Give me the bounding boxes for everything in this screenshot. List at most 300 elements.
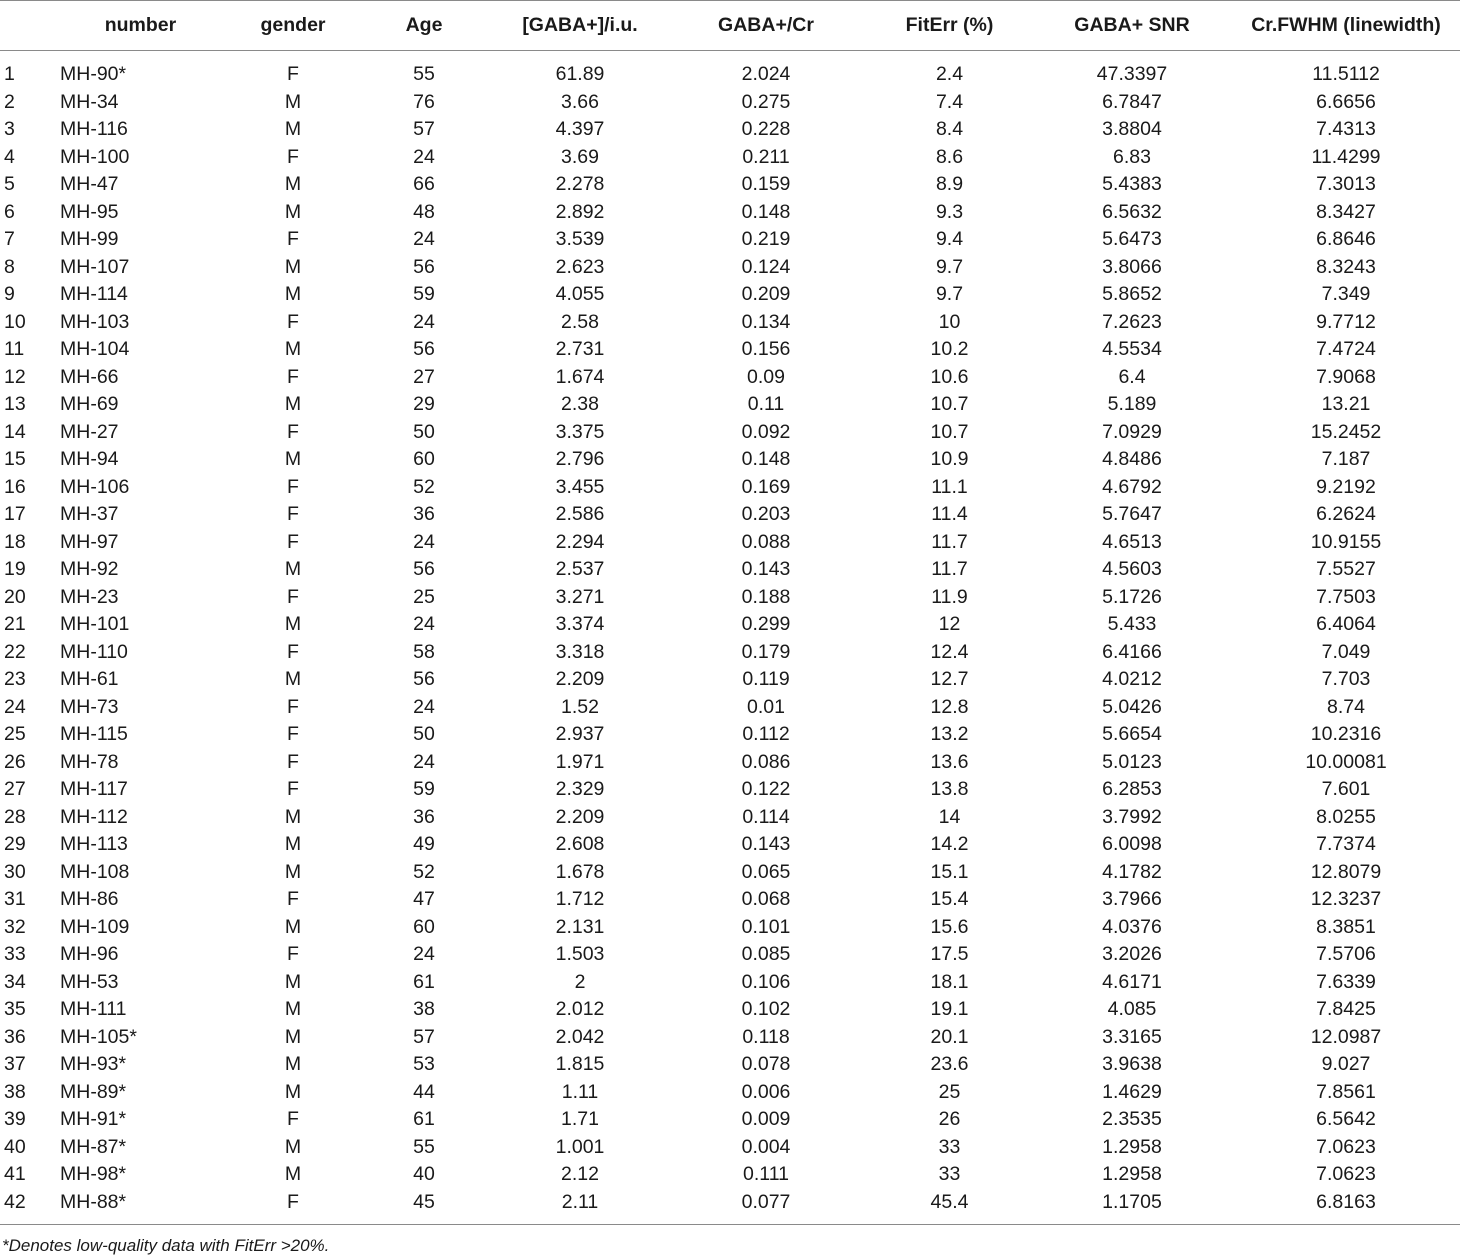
cell-gender: F	[233, 1189, 353, 1225]
cell-fiterr: 2.4	[935, 63, 964, 85]
cell-index: 10	[4, 310, 26, 333]
cell-number: MH-117	[60, 778, 128, 800]
cell-gaba-iu: 2.131	[555, 915, 605, 938]
cell-index: 42	[0, 1189, 48, 1225]
cell-gaba-iu: 2.796	[555, 448, 605, 470]
cell-gaba-cr: 0.106	[741, 970, 791, 993]
table-row	[0, 116, 1460, 144]
cell-cr-fwhm: 8.0255	[1316, 805, 1376, 828]
cell-gender: M	[284, 970, 302, 993]
cell-gender: M	[284, 1080, 302, 1103]
cell-gaba-iu: 3.318	[555, 640, 605, 663]
cell-gender: M	[284, 118, 302, 140]
cell-gaba-iu: 2.38	[561, 393, 599, 415]
cell-number: MH-97	[60, 530, 119, 553]
cell-index: 14	[4, 420, 26, 443]
cell-gaba-snr: 4.6792	[1102, 475, 1162, 498]
column-header-gender: gender	[233, 1, 353, 51]
cell-index: 29	[4, 833, 26, 855]
cell-gaba-cr: 0.006	[741, 1080, 791, 1103]
cell-number: MH-95	[60, 200, 119, 223]
cell-cr-fwhm: 7.5706	[1316, 943, 1376, 965]
cell-gender: M	[284, 1135, 302, 1158]
cell-gaba-cr: 0.009	[741, 1108, 791, 1130]
cell-gaba-snr: 6.0098	[1102, 833, 1162, 855]
cell-gaba-snr: 5.8652	[1102, 283, 1162, 305]
cell-cr-fwhm: 9.027	[1321, 1053, 1371, 1075]
cell-gaba-iu: 2.537	[555, 558, 605, 580]
cell-fiterr: 26	[938, 1108, 961, 1130]
cell-cr-fwhm: 7.601	[1321, 778, 1371, 800]
cell-gaba-cr: 0.188	[741, 585, 791, 608]
cell-age: 24	[413, 613, 435, 635]
cell-gaba-iu: 3.375	[555, 420, 605, 443]
table-row	[0, 144, 1460, 172]
cell-cr-fwhm: 7.9068	[1316, 365, 1376, 388]
cell-fiterr: 11.7	[931, 558, 968, 580]
cell-age: 48	[413, 200, 435, 223]
cell-gaba-iu: 1.712	[555, 888, 605, 910]
table-row	[0, 1051, 1460, 1079]
cell-age: 61	[413, 970, 435, 993]
cell-fiterr: 8.6	[935, 145, 964, 168]
cell-cr-fwhm: 10.9155	[1310, 530, 1382, 553]
cell-index: 24	[4, 695, 26, 718]
cell-age: 57	[413, 1025, 435, 1048]
cell-gaba-snr: 4.6513	[1102, 530, 1162, 553]
cell-cr-fwhm: 7.3013	[1316, 173, 1376, 195]
cell-gender: M	[284, 393, 302, 415]
cell-gender: M	[284, 668, 302, 690]
cell-gaba-snr: 5.6473	[1102, 228, 1162, 250]
cell-gaba-snr: 4.8486	[1102, 448, 1162, 470]
cell-age: 25	[413, 585, 435, 608]
cell-age: 24	[413, 310, 435, 333]
cell-fiterr: 9.7	[935, 283, 964, 305]
cell-gaba-cr: 0.086	[741, 750, 791, 773]
cell-number: MH-34	[60, 90, 119, 113]
cell-gaba-cr: 0.085	[741, 943, 791, 965]
cell-gaba-snr: 4.5534	[1102, 338, 1162, 360]
table-header	[0, 1, 1460, 51]
table-row	[0, 1024, 1460, 1052]
cell-number: MH-98*	[60, 1163, 127, 1185]
cell-gender: F	[287, 750, 299, 773]
cell-cr-fwhm: 7.5527	[1316, 558, 1376, 580]
cell-index: 26	[4, 750, 26, 773]
cell-gaba-snr: 5.189	[1107, 393, 1157, 415]
cell-gender: M	[284, 200, 302, 223]
cell-gender: M	[284, 998, 302, 1020]
cell-cr-fwhm: 11.5112	[1312, 63, 1380, 85]
cell-gaba-iu: 4.397	[555, 118, 605, 140]
table-row	[0, 1079, 1460, 1107]
column-header-number: number	[48, 1, 233, 51]
cell-index: 17	[4, 503, 26, 525]
cell-gaba-cr: 0.209	[741, 283, 791, 305]
cell-age: 55	[413, 1135, 435, 1158]
cell-gaba-iu: 2.209	[555, 805, 605, 828]
cell-gender: M	[284, 1163, 302, 1185]
table-row	[0, 1134, 1460, 1162]
cell-number: MH-73	[60, 695, 119, 718]
cell-age: 56	[413, 558, 435, 580]
cell-gaba-iu: 2.892	[555, 200, 605, 223]
cell-gaba-cr: 0.143	[741, 833, 791, 855]
cell-number: MH-66	[60, 365, 119, 388]
cell-age: 38	[413, 998, 435, 1020]
cell-fiterr: 25	[938, 1080, 961, 1103]
cell-gaba-iu: 2.608	[555, 833, 605, 855]
cell-index: 27	[4, 778, 26, 800]
cell-age: 24	[413, 228, 435, 250]
cell-gender: F	[287, 778, 299, 800]
cell-number: MH-90*	[60, 63, 127, 85]
cell-gender: F	[287, 503, 299, 525]
cell-index: 38	[4, 1080, 26, 1103]
cell-gender: F	[287, 475, 299, 498]
table-row	[0, 51, 1460, 89]
cell-fiterr: 23.6	[930, 1053, 969, 1075]
cell-gaba-cr: 0.088	[741, 530, 791, 553]
cell-age: 24	[413, 943, 435, 965]
cell-cr-fwhm: 8.3851	[1316, 915, 1376, 938]
cell-fiterr: 10.7	[930, 393, 969, 415]
cell-gaba-iu: 2.209	[555, 668, 605, 690]
table-row	[0, 969, 1460, 997]
cell-gaba-snr: 2.3535	[1102, 1108, 1162, 1130]
table-row	[0, 914, 1460, 942]
table-row	[0, 584, 1460, 612]
table-row	[0, 1189, 1460, 1225]
table-row	[0, 419, 1460, 447]
cell-gender: M	[284, 1025, 302, 1048]
cell-index: 2	[4, 90, 15, 113]
table-row	[0, 254, 1460, 282]
cell-gaba-cr: 0.092	[741, 420, 791, 443]
cell-gaba-iu: 61.89	[555, 63, 605, 85]
cell-gaba-snr: 5.433	[1107, 613, 1157, 635]
cell-gaba-snr: 6.5632	[1102, 200, 1162, 223]
column-header-age: Age	[353, 1, 495, 51]
cell-age: 36	[413, 503, 435, 525]
cell-gaba-snr: 6.4	[1118, 365, 1146, 388]
cell-gender: F	[287, 530, 299, 553]
cell-gaba-snr: 5.1726	[1102, 585, 1162, 608]
cell-index: 32	[4, 915, 26, 938]
cell-age: 60	[413, 915, 435, 938]
cell-gender: F	[287, 888, 299, 910]
cell-number: MH-87*	[60, 1135, 127, 1158]
cell-fiterr: 11.4	[931, 503, 968, 525]
cell-number: MH-110	[60, 640, 128, 663]
cell-number: MH-101	[60, 613, 130, 635]
cell-gender: M	[284, 915, 302, 938]
cell-gaba-cr: 0.01	[747, 695, 785, 718]
cell-gaba-cr: 0.148	[741, 448, 791, 470]
cell-gaba-iu: 2.012	[555, 998, 605, 1020]
cell-fiterr: 8.4	[935, 118, 964, 140]
cell-cr-fwhm: 7.8561	[1316, 1080, 1376, 1103]
cell-gaba-cr: 0.124	[741, 255, 791, 278]
cell-gender: M	[284, 860, 302, 883]
cell-gaba-snr: 5.0426	[1102, 695, 1162, 718]
cell-index: 9	[4, 283, 15, 305]
cell-gaba-snr: 5.7647	[1102, 503, 1162, 525]
cell-gaba-cr: 0.219	[741, 228, 791, 250]
cell-number: MH-113	[60, 833, 128, 855]
cell-cr-fwhm: 8.74	[1327, 695, 1365, 718]
cell-number: MH-78	[60, 750, 119, 773]
cell-index: 41	[4, 1163, 26, 1185]
cell-age: 56	[413, 338, 435, 360]
cell-cr-fwhm: 9.2192	[1316, 475, 1376, 498]
cell-gaba-snr: 1.2958	[1102, 1163, 1162, 1185]
cell-gaba-cr: 0.148	[741, 200, 791, 223]
cell-cr-fwhm: 6.6656	[1316, 90, 1376, 113]
cell-gaba-cr: 0.09	[747, 365, 785, 388]
cell-number: MH-92	[60, 558, 119, 580]
cell-number: MH-47	[60, 173, 119, 195]
cell-fiterr: 12.4	[930, 640, 969, 663]
cell-age: 44	[413, 1080, 435, 1103]
cell-gaba-snr: 6.4166	[1102, 640, 1162, 663]
cell-age: 59	[413, 283, 435, 305]
cell-fiterr: 18.1	[930, 970, 969, 993]
table-row	[0, 391, 1460, 419]
cell-gaba-cr: 0.299	[741, 613, 791, 635]
cell-gaba-iu: 3.271	[555, 585, 605, 608]
table-row	[0, 529, 1460, 557]
cell-index: 12	[4, 365, 26, 388]
cell-fiterr: 13.6	[930, 750, 969, 773]
cell-fiterr: 45.4	[867, 1189, 1032, 1225]
cell-index: 22	[4, 640, 26, 663]
cell-index: 6	[4, 200, 15, 223]
cell-gaba-snr: 3.8066	[1102, 255, 1162, 278]
cell-gaba-snr: 3.7966	[1102, 888, 1162, 910]
cell-age: 50	[413, 723, 435, 745]
cell-fiterr: 15.6	[930, 915, 969, 938]
cell-gaba-snr: 6.83	[1113, 145, 1151, 168]
cell-cr-fwhm: 6.5642	[1316, 1108, 1376, 1130]
cell-index: 8	[4, 255, 15, 278]
cell-cr-fwhm: 8.3427	[1316, 200, 1376, 223]
cell-index: 34	[4, 970, 26, 993]
table-row	[0, 941, 1460, 969]
table-row	[0, 501, 1460, 529]
cell-gender: M	[284, 833, 302, 855]
cell-number: MH-53	[60, 970, 119, 993]
cell-gender: M	[284, 338, 302, 360]
cell-number: MH-37	[60, 503, 119, 525]
cell-age: 61	[413, 1108, 435, 1130]
cell-fiterr: 19.1	[930, 998, 969, 1020]
cell-gaba-cr: 0.119	[742, 668, 790, 690]
cell-gaba-cr: 0.275	[741, 90, 791, 113]
cell-age: 59	[413, 778, 435, 800]
cell-cr-fwhm: 6.8646	[1316, 228, 1376, 250]
cell-gaba-iu: 4.055	[555, 283, 605, 305]
cell-index: 20	[4, 585, 26, 608]
cell-gaba-iu: 3.66	[561, 90, 599, 113]
cell-cr-fwhm: 6.8163	[1232, 1189, 1460, 1225]
cell-cr-fwhm: 12.3237	[1310, 888, 1382, 910]
cell-age: 56	[413, 255, 435, 278]
cell-cr-fwhm: 7.0623	[1316, 1135, 1376, 1158]
cell-age: 45	[353, 1189, 495, 1225]
cell-age: 24	[413, 695, 435, 718]
cell-number: MH-94	[60, 448, 119, 470]
cell-gender: F	[287, 63, 299, 85]
cell-fiterr: 9.7	[935, 255, 964, 278]
cell-gaba-iu: 3.69	[561, 145, 599, 168]
table-row	[0, 666, 1460, 694]
table-row	[0, 89, 1460, 117]
cell-gaba-iu: 2.329	[555, 778, 605, 800]
cell-index: 15	[4, 448, 26, 470]
cell-number: MH-105*	[60, 1025, 137, 1048]
cell-number: MH-23	[60, 585, 119, 608]
header-row	[0, 1, 1460, 51]
cell-gaba-iu: 3.374	[555, 613, 605, 635]
cell-gaba-iu: 2.937	[555, 723, 605, 745]
table-row	[0, 336, 1460, 364]
cell-gaba-snr: 6.2853	[1102, 778, 1162, 800]
table-row	[0, 1106, 1460, 1134]
cell-age: 50	[413, 420, 435, 443]
cell-fiterr: 7.4	[935, 90, 964, 113]
cell-fiterr: 33	[938, 1135, 961, 1158]
cell-cr-fwhm: 6.2624	[1316, 503, 1376, 525]
cell-gaba-iu: 1.11	[561, 1080, 599, 1103]
cell-cr-fwhm: 15.2452	[1310, 420, 1382, 443]
table-row	[0, 721, 1460, 749]
cell-cr-fwhm: 7.6339	[1316, 970, 1376, 993]
cell-gaba-iu: 2.731	[555, 338, 605, 360]
table-row	[0, 556, 1460, 584]
cell-fiterr: 13.2	[930, 723, 969, 745]
cell-cr-fwhm: 7.0623	[1316, 1163, 1376, 1185]
cell-age: 66	[413, 173, 435, 195]
cell-gender: M	[284, 1053, 302, 1075]
table-row	[0, 309, 1460, 337]
cell-cr-fwhm: 10.00081	[1305, 750, 1387, 773]
table-row	[0, 749, 1460, 777]
cell-number: MH-91*	[60, 1108, 127, 1130]
cell-gender: F	[287, 1108, 299, 1130]
cell-gender: M	[284, 283, 302, 305]
cell-age: 27	[413, 365, 435, 388]
cell-number: MH-27	[60, 420, 119, 443]
cell-gaba-iu: 2.586	[555, 503, 605, 525]
cell-cr-fwhm: 12.0987	[1310, 1025, 1382, 1048]
cell-age: 24	[413, 750, 435, 773]
cell-number: MH-100	[60, 145, 130, 168]
cell-number: MH-111	[60, 998, 127, 1020]
cell-cr-fwhm: 7.4724	[1316, 338, 1376, 360]
cell-gender: F	[287, 723, 299, 745]
cell-index: 19	[4, 558, 26, 580]
cell-gender: F	[287, 695, 299, 718]
cell-gaba-cr: 0.228	[741, 118, 791, 140]
table-row	[0, 831, 1460, 859]
table-row	[0, 226, 1460, 254]
cell-index: 4	[4, 145, 15, 168]
cell-index: 37	[4, 1053, 26, 1075]
cell-number: MH-109	[60, 915, 130, 938]
cell-gaba-snr: 47.3397	[1096, 63, 1168, 85]
cell-gaba-snr: 1.2958	[1102, 1135, 1162, 1158]
cell-gaba-iu: 2.042	[555, 1025, 605, 1048]
cell-gaba-snr: 5.6654	[1102, 723, 1162, 745]
cell-age: 57	[413, 118, 435, 140]
cell-gaba-snr: 1.1705	[1032, 1189, 1232, 1225]
cell-gaba-snr: 7.2623	[1102, 310, 1162, 333]
cell-fiterr: 11.1	[931, 475, 968, 498]
cell-index: 13	[4, 393, 26, 415]
cell-gaba-cr: 0.068	[741, 888, 791, 910]
cell-number: MH-89*	[60, 1080, 127, 1103]
cell-gaba-cr: 0.203	[741, 503, 791, 525]
cell-index: 5	[4, 173, 15, 195]
cell-gaba-iu: 2	[574, 970, 586, 993]
cell-gaba-cr: 0.112	[742, 723, 790, 745]
cell-fiterr: 10	[938, 310, 961, 333]
cell-gaba-snr: 4.0212	[1102, 668, 1162, 690]
cell-gaba-snr: 3.2026	[1102, 943, 1162, 965]
cell-index: 28	[4, 805, 26, 828]
cell-index: 35	[4, 998, 26, 1020]
cell-age: 24	[413, 145, 435, 168]
cell-gender: F	[287, 640, 299, 663]
cell-gaba-iu: 1.001	[555, 1135, 605, 1158]
cell-gaba-snr: 5.4383	[1102, 173, 1162, 195]
cell-gaba-iu: 1.815	[555, 1053, 605, 1075]
cell-gender: M	[284, 90, 302, 113]
cell-gaba-iu: 2.294	[555, 530, 605, 553]
cell-cr-fwhm: 7.4313	[1316, 118, 1376, 140]
column-header-fiterr: FitErr (%)	[867, 1, 1032, 51]
cell-fiterr: 11.9	[931, 585, 968, 608]
cell-index: 1	[4, 63, 15, 85]
cell-gaba-cr: 0.134	[741, 310, 791, 333]
cell-gaba-snr: 6.7847	[1102, 90, 1162, 113]
cell-index: 18	[4, 530, 26, 553]
cell-index: 33	[4, 943, 26, 965]
cell-gender: M	[284, 558, 302, 580]
cell-fiterr: 9.4	[935, 228, 964, 250]
cell-gaba-cr: 0.118	[742, 1025, 790, 1048]
cell-gaba-cr: 0.179	[741, 640, 791, 663]
column-header-gaba-snr: GABA+ SNR	[1032, 1, 1232, 51]
cell-cr-fwhm: 6.4064	[1316, 613, 1376, 635]
cell-number: MH-86	[60, 888, 119, 910]
cell-number: MH-108	[60, 860, 130, 883]
cell-cr-fwhm: 13.21	[1321, 393, 1371, 415]
cell-gender: F	[287, 310, 299, 333]
cell-index: 23	[4, 668, 26, 690]
cell-gaba-snr: 4.6171	[1102, 970, 1162, 993]
cell-fiterr: 12.7	[930, 668, 969, 690]
cell-cr-fwhm: 7.7503	[1316, 585, 1376, 608]
cell-gender: M	[284, 613, 302, 635]
cell-gaba-snr: 5.0123	[1102, 750, 1162, 773]
cell-age: 40	[413, 1163, 435, 1185]
cell-index: 11	[4, 338, 25, 360]
table-row	[0, 639, 1460, 667]
cell-age: 24	[413, 530, 435, 553]
